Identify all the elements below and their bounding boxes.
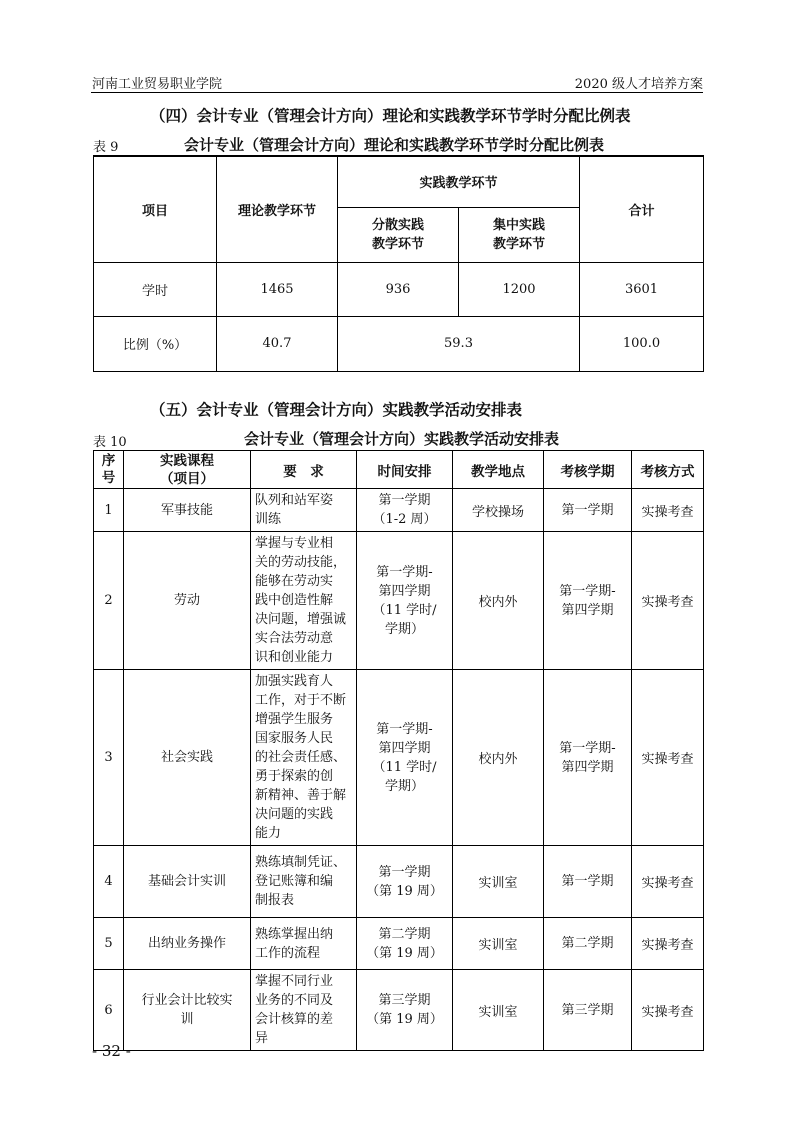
row-label: 比例（%） [94,316,217,371]
table-9-label: 表 9 [93,140,119,155]
header-schedule: 时间安排 [357,451,453,489]
row-number: 5 [94,918,124,970]
table-9-caption: 会计专业（管理会计方向）理论和实践教学环节学时分配比例表 [184,136,605,154]
assessment-term: 第二学期 [544,918,632,970]
course-name: 出纳业务操作 [124,918,251,970]
hours-ratio-table [93,155,704,372]
assessment-method: 实操考查 [632,532,704,670]
assessment-method: 实操考查 [632,670,704,846]
schedule: 第三学期 （第 19 周） [357,970,453,1051]
assessment-term: 第一学期 [544,489,632,532]
table-row [94,489,704,532]
header-total: 合计 [580,156,704,262]
concentrated-hours: 1200 [459,262,580,316]
schedule: 第一学期 （1-2 周） [357,489,453,532]
table-row [94,532,704,670]
header-location: 教学地点 [453,451,544,489]
requirements: 熟练填制凭证、 登记账簿和编 制报表 [251,846,357,918]
practice-activities-table [93,450,704,1051]
requirements: 掌握与专业相 关的劳动技能， 能够在劳动实 践中创造性解 决问题，增强诚 实合法劳动意 识和创业能力 [251,532,357,670]
practice-ratio: 59.3 [338,316,580,371]
total-ratio: 100.0 [580,316,704,371]
header-practice: 实践教学环节 [338,156,580,207]
assessment-term: 第一学期 [544,846,632,918]
total-hours: 3601 [580,262,704,316]
header-assessment-method: 考核方式 [632,451,704,489]
header-item: 项目 [94,156,217,262]
requirements: 加强实践育人 工作，对于不断 增强学生服务 国家服务人民 的社会责任感、 勇于探索的创 新精神、善于解 决问题的实践 能力 [251,670,357,846]
page-number: - 32 - [92,1042,131,1060]
header-school-name: 河南工业贸易职业学院 [92,77,223,92]
requirements: 掌握不同行业 业务的不同及 会计核算的差 异 [251,970,357,1051]
header-divider [91,92,703,93]
header-course: 实践课程 （项目） [124,451,251,489]
row-label: 学时 [94,262,217,316]
location: 校内外 [453,670,544,846]
course-name: 基础会计实训 [124,846,251,918]
course-name: 社会实践 [124,670,251,846]
course-name: 劳动 [124,532,251,670]
row-number: 6 [94,970,124,1051]
table-10-label: 表 10 [93,435,127,450]
header-assessment-term: 考核学期 [544,451,632,489]
theory-ratio: 40.7 [217,316,338,371]
header-scattered-practice: 分散实践 教学环节 [338,207,459,262]
location: 学校操场 [453,489,544,532]
schedule: 第一学期 （第 19 周） [357,846,453,918]
location: 实训室 [453,846,544,918]
header-concentrated-practice: 集中实践 教学环节 [459,207,580,262]
schedule: 第一学期- 第四学期 （11 学时/ 学期） [357,670,453,846]
row-number: 4 [94,846,124,918]
row-number: 2 [94,532,124,670]
location: 校内外 [453,532,544,670]
assessment-method: 实操考查 [632,918,704,970]
location: 实训室 [453,970,544,1051]
location: 实训室 [453,918,544,970]
course-name: 行业会计比较实 训 [124,970,251,1051]
assessment-method: 实操考查 [632,846,704,918]
header-theory: 理论教学环节 [217,156,338,262]
table-row [94,670,704,846]
section-5-title: （五）会计专业（管理会计方向）实践教学活动安排表 [150,401,523,419]
assessment-method: 实操考查 [632,970,704,1051]
assessment-term: 第三学期 [544,970,632,1051]
assessment-term: 第一学期- 第四学期 [544,670,632,846]
header-doc-title: 2020 级人才培养方案 [574,77,703,92]
requirements: 队列和站军姿 训练 [251,489,357,532]
course-name: 军事技能 [124,489,251,532]
table-row [94,316,704,371]
requirements: 熟练掌握出纳 工作的流程 [251,918,357,970]
table-row [94,970,704,1051]
table-10-caption: 会计专业（管理会计方向）实践教学活动安排表 [244,430,560,448]
scattered-hours: 936 [338,262,459,316]
row-number: 1 [94,489,124,532]
header-requirements: 要 求 [251,451,357,489]
theory-hours: 1465 [217,262,338,316]
schedule: 第一学期- 第四学期 （11 学时/ 学期） [357,532,453,670]
assessment-term: 第一学期- 第四学期 [544,532,632,670]
section-4-title: （四）会计专业（管理会计方向）理论和实践教学环节学时分配比例表 [150,107,631,125]
assessment-method: 实操考查 [632,489,704,532]
header-no: 序 号 [94,451,124,489]
table-row [94,918,704,970]
row-number: 3 [94,670,124,846]
schedule: 第二学期 （第 19 周） [357,918,453,970]
table-row [94,262,704,316]
table-row [94,846,704,918]
